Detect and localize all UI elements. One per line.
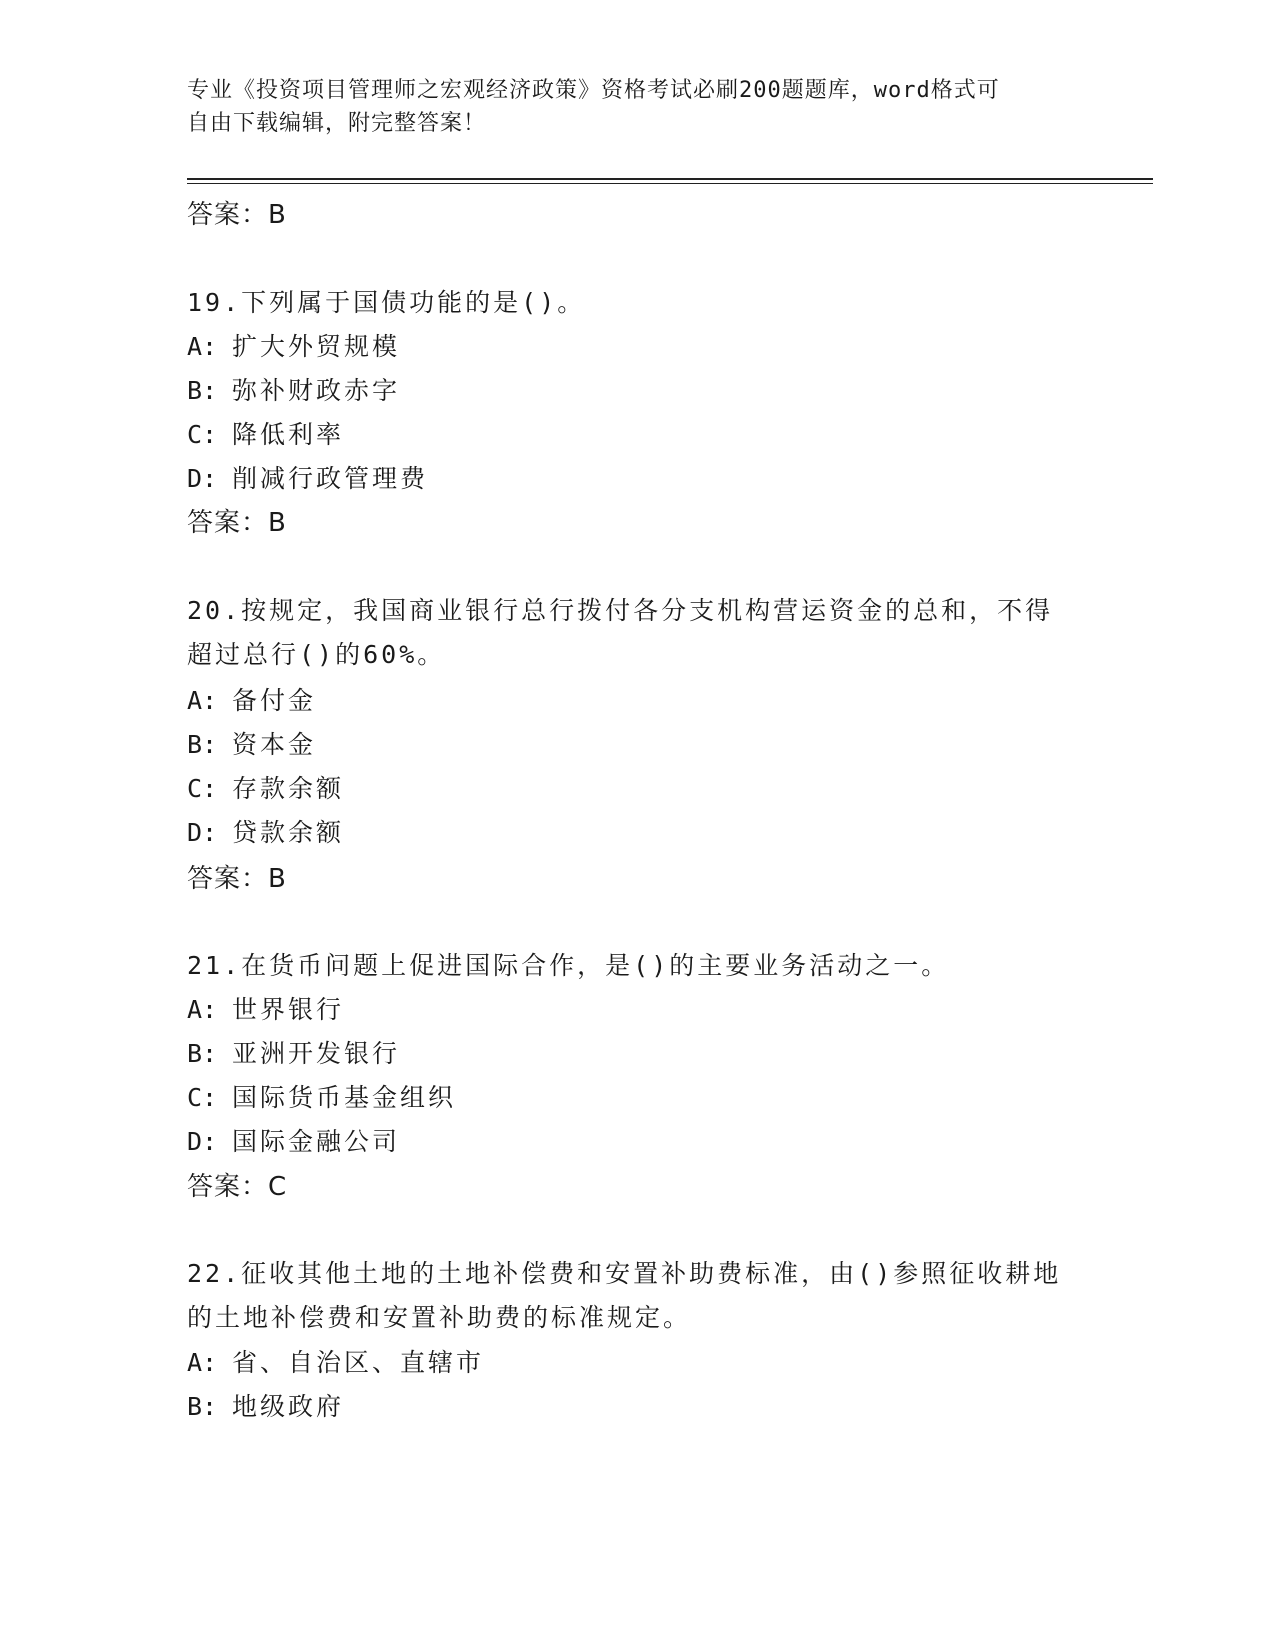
- question-22-stem-line-2: 的土地补偿费和安置补助费的标准规定。: [187, 1303, 692, 1332]
- question-21-answer: 答案：C: [187, 1172, 288, 1202]
- question-20-option-d: D: 贷款余额: [187, 818, 345, 847]
- question-20-option-c: C: 存款余额: [187, 774, 345, 803]
- question-20-stem-line-2: 超过总行()的60%。: [187, 640, 446, 669]
- question-19-stem: 19.下列属于国债功能的是()。: [187, 288, 586, 317]
- question-20-option-a: A: 备付金: [187, 686, 317, 715]
- question-19-option-c: C: 降低利率: [187, 420, 345, 449]
- question-22-stem-line-1: 22.征收其他土地的土地补偿费和安置补助费标准，由()参照征收耕地: [187, 1259, 1062, 1288]
- header-divider-thick: [187, 178, 1153, 180]
- question-21-option-c: C: 国际货币基金组织: [187, 1083, 457, 1112]
- question-19-option-d: D: 削减行政管理费: [187, 464, 429, 493]
- header-line-1: 专业《投资项目管理师之宏观经济政策》资格考试必刷200题题库，word格式可: [187, 78, 1000, 103]
- question-19-option-a: A: 扩大外贸规模: [187, 332, 401, 361]
- answer-value: B: [268, 200, 287, 230]
- question-19-option-b: B: 弥补财政赤字: [187, 376, 401, 405]
- question-20-answer: 答案：B: [187, 864, 287, 894]
- question-19-answer: 答案：B: [187, 508, 287, 538]
- question-22-option-a: A: 省、自治区、直辖市: [187, 1348, 485, 1377]
- question-21-option-d: D: 国际金融公司: [187, 1127, 401, 1156]
- question-21-option-b: B: 亚洲开发银行: [187, 1039, 401, 1068]
- question-22-option-b: B: 地级政府: [187, 1392, 345, 1421]
- question-20-stem-line-1: 20.按规定，我国商业银行总行拨付各分支机构营运资金的总和，不得: [187, 596, 1054, 625]
- document-header: [187, 74, 1067, 140]
- answer-line-prev: [187, 194, 287, 231]
- answer-prefix: 答案：: [187, 200, 269, 230]
- question-20-option-b: B: 资本金: [187, 730, 317, 759]
- header-divider-thin: [187, 183, 1153, 184]
- question-21-stem: 21.在货币问题上促进国际合作，是()的主要业务活动之一。: [187, 951, 950, 980]
- question-21-option-a: A: 世界银行: [187, 995, 345, 1024]
- header-line-2: 自由下载编辑，附完整答案！: [187, 111, 487, 136]
